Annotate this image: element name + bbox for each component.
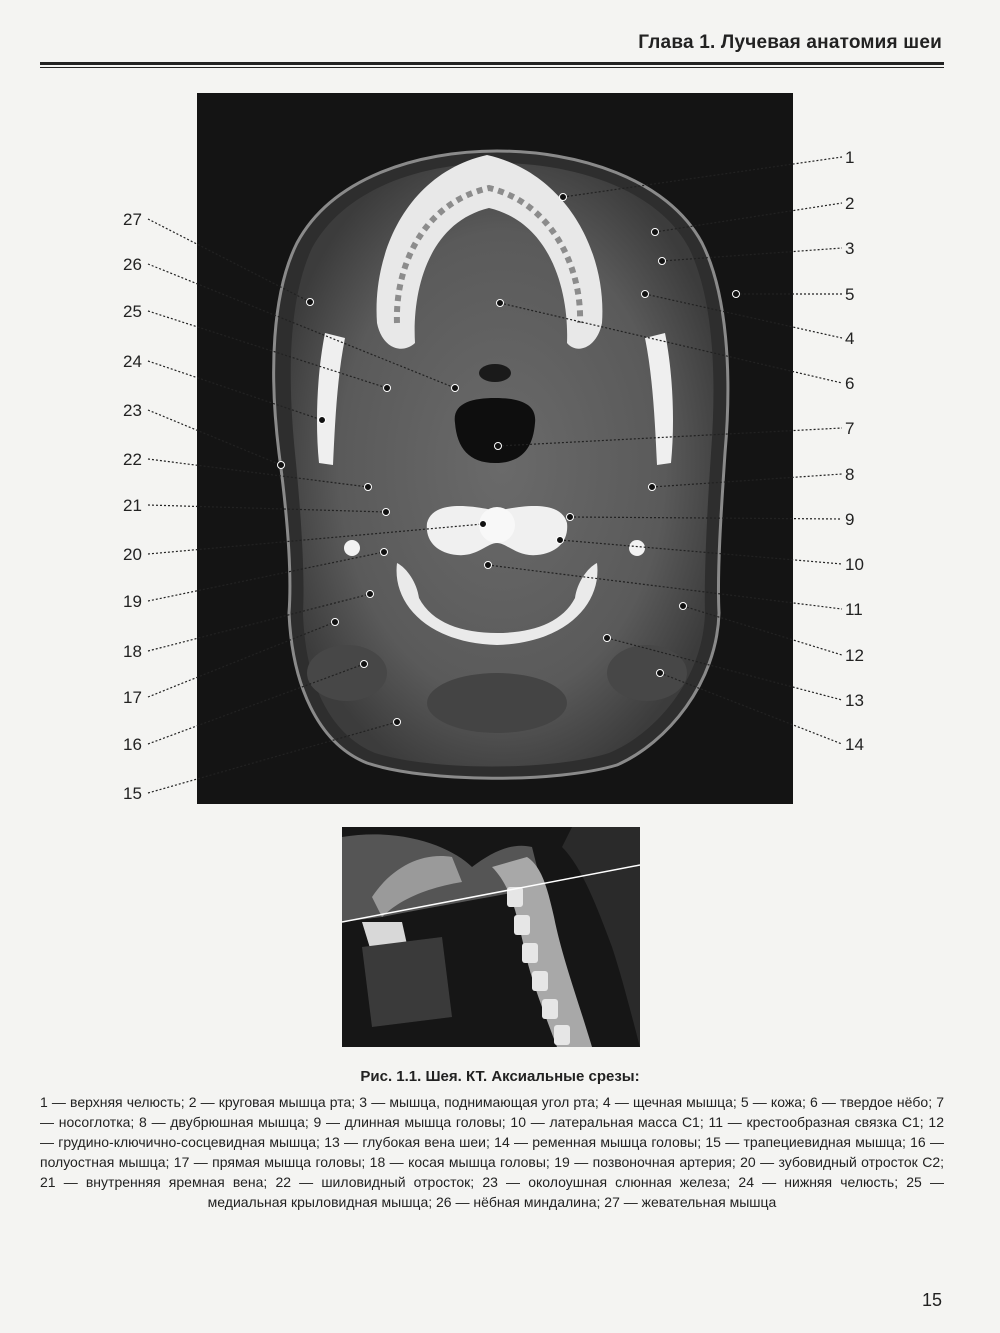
label-12: 12 <box>845 646 864 665</box>
label-1: 1 <box>845 148 855 167</box>
page-number: 15 <box>921 1290 942 1310</box>
ct-axial-image <box>197 93 793 804</box>
label-18: 18 <box>123 642 142 661</box>
figure-caption-title: Рис. 1.1. Шея. КТ. Аксиальные срезы: <box>360 1068 640 1085</box>
label-11: 11 <box>845 600 863 619</box>
figure-caption-text: 1 — верхняя челюсть; 2 — круговая мышца рта; 3 — мышца, поднимающая угол рта; 4 — щечная мышца; 5 — кожа; 6 — твердое нёбо; 7 — носоглотка; 8 — двубрюшная мышца; 9 — длинная мышца головы; 10 — латеральная масса С1; 11 — крестообразная связка С1; 12 — грудино-ключично-сосцевидная мышца; 13 — глубокая вена шеи; 14 — ременная мышца головы; 15 — трапециевидная мышца; 16 — полуостная мышца; 17 — прямая мышца головы; 18 — косая мышца головы; 19 — позвоночная артерия; 20 — зубовидный отросток С2; 21 — внутренняя яремная вена; 22 — шиловидный отросток; 23 — околоушная слюнная железа; 24 — нижняя челюсть; 25 — медиальная крыловидная мышца; 26 — нёбная миндалина; 27 — жевательная мышца <box>40 1094 944 1210</box>
label-27: 27 <box>123 210 142 229</box>
label-8: 8 <box>845 465 855 484</box>
label-25: 25 <box>123 302 142 321</box>
label-6: 6 <box>845 374 855 393</box>
label-23: 23 <box>123 401 142 420</box>
label-16: 16 <box>123 735 142 754</box>
label-22: 22 <box>123 450 142 469</box>
label-10: 10 <box>845 555 864 574</box>
header-rule-thin <box>40 67 944 68</box>
label-2: 2 <box>845 194 855 213</box>
label-24: 24 <box>123 352 142 371</box>
header-rule <box>40 62 944 65</box>
label-21: 21 <box>123 496 142 515</box>
label-5: 5 <box>845 285 855 304</box>
chapter-title: Глава 1. Лучевая анатомия шеи <box>638 32 942 53</box>
label-15: 15 <box>123 784 142 803</box>
label-26: 26 <box>123 255 142 274</box>
label-3: 3 <box>845 239 855 258</box>
label-4: 4 <box>845 329 855 348</box>
label-7: 7 <box>845 419 855 438</box>
label-19: 19 <box>123 592 142 611</box>
ct-sagittal-image <box>342 827 640 1047</box>
label-9: 9 <box>845 510 855 529</box>
label-17: 17 <box>123 688 142 707</box>
label-14: 14 <box>845 735 864 754</box>
label-13: 13 <box>845 691 864 710</box>
label-20: 20 <box>123 545 142 564</box>
